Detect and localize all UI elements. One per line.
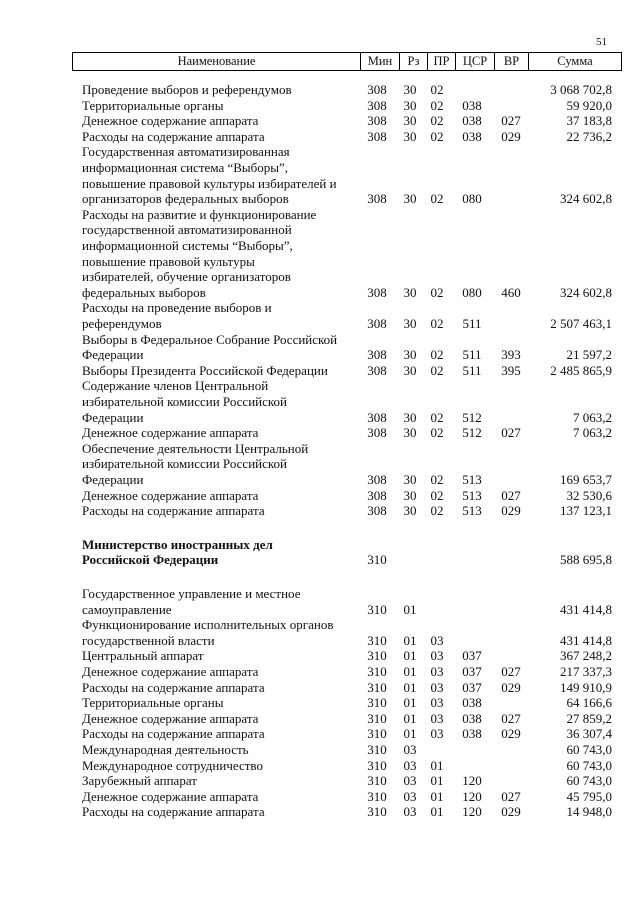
cell-csr: 511	[462, 362, 482, 378]
header-csr: ЦСР	[456, 53, 495, 70]
row-name-line: Зарубежный аппарат	[82, 773, 197, 789]
cell-rz: 30	[403, 471, 417, 487]
row-name-line: государственной автоматизированной	[82, 222, 292, 238]
cell-csr: 120	[462, 773, 482, 789]
row-name-line: Проведение выборов и референдумов	[82, 82, 292, 97]
row-name	[82, 726, 352, 742]
cell-csr: 037	[462, 679, 482, 695]
row-name	[82, 773, 352, 789]
cell-rz: 30	[403, 82, 417, 97]
cell-sum: 59 920,0	[566, 97, 612, 113]
cell-sum: 2 507 463,1	[550, 315, 612, 331]
cell-sum: 21 597,2	[566, 347, 612, 363]
cell-vr: 029	[501, 726, 521, 742]
cell-pr: 02	[430, 471, 444, 487]
row-name-line: Расходы на развитие и функционирование	[82, 206, 317, 222]
table-row	[0, 758, 640, 774]
header-rz: Рз	[400, 53, 428, 70]
cell-pr: 02	[430, 128, 444, 144]
row-name-line: Денежное содержание аппарата	[82, 487, 259, 503]
cell-min: 308	[367, 128, 387, 144]
table-row	[0, 726, 640, 742]
cell-min: 308	[367, 471, 387, 487]
table-row	[0, 144, 640, 206]
row-name-line: Государственное управление и местное	[82, 586, 301, 601]
cell-min: 310	[367, 742, 387, 757]
cell-sum: 60 743,0	[566, 757, 612, 773]
cell-vr: 029	[501, 804, 521, 820]
cell-sum: 60 743,0	[566, 742, 612, 757]
cell-rz: 01	[403, 726, 417, 742]
table-row	[0, 664, 640, 680]
cell-rz: 01	[403, 601, 417, 617]
row-name-line: референдумов	[82, 315, 162, 331]
row-name-line: самоуправление	[82, 601, 172, 617]
table-row	[0, 617, 640, 648]
cell-sum: 7 063,2	[573, 409, 612, 425]
cell-csr: 037	[462, 648, 482, 664]
cell-rz: 03	[403, 804, 417, 820]
cell-min: 310	[367, 695, 387, 711]
row-name-line: Расходы на содержание аппарата	[82, 679, 265, 695]
row-name	[82, 711, 352, 727]
cell-sum: 22 736,2	[566, 128, 612, 144]
cell-sum: 431 414,8	[560, 601, 612, 617]
table-row	[0, 129, 640, 145]
cell-csr: 080	[462, 284, 482, 300]
cell-min: 308	[367, 284, 387, 300]
cell-sum: 588 695,8	[560, 552, 612, 568]
row-name	[82, 425, 352, 441]
cell-pr: 02	[430, 82, 444, 97]
cell-pr: 03	[430, 695, 444, 711]
cell-pr: 01	[430, 804, 444, 820]
cell-sum: 431 414,8	[560, 632, 612, 648]
cell-min: 310	[367, 648, 387, 664]
cell-pr: 02	[430, 284, 444, 300]
row-name-line: Функционирование исполнительных органов	[82, 617, 334, 633]
row-name	[82, 98, 352, 114]
row-name-line: Расходы на содержание аппарата	[82, 503, 265, 519]
row-name-line: избирателей, обучение организаторов	[82, 269, 291, 285]
table-row	[0, 425, 640, 441]
row-name	[82, 617, 352, 648]
cell-pr: 02	[430, 362, 444, 378]
row-name-line: Выборы в Федеральное Собрание Российской	[82, 331, 338, 347]
cell-sum: 137 123,1	[560, 503, 612, 519]
cell-min: 310	[367, 679, 387, 695]
cell-sum: 324 602,8	[560, 284, 612, 300]
cell-sum: 169 653,7	[560, 471, 612, 487]
cell-csr: 513	[462, 487, 482, 503]
cell-min: 310	[367, 788, 387, 804]
cell-csr: 038	[462, 97, 482, 113]
row-name	[82, 129, 352, 145]
table-row	[0, 207, 640, 301]
cell-sum: 36 307,4	[566, 726, 612, 742]
table-row	[0, 82, 640, 98]
cell-rz: 30	[403, 191, 417, 207]
row-name-line: Центральный аппарат	[82, 648, 204, 664]
cell-rz: 03	[403, 757, 417, 773]
row-name	[82, 82, 352, 98]
cell-rz: 01	[403, 632, 417, 648]
cell-sum: 37 183,8	[566, 113, 612, 129]
cell-csr: 038	[462, 128, 482, 144]
row-name	[82, 680, 352, 696]
cell-min: 310	[367, 726, 387, 742]
cell-min: 310	[367, 664, 387, 679]
cell-min: 308	[367, 425, 387, 441]
cell-min: 308	[367, 97, 387, 113]
cell-csr: 511	[462, 347, 482, 363]
cell-pr: 02	[430, 347, 444, 363]
cell-vr: 029	[501, 679, 521, 695]
cell-rz: 03	[403, 788, 417, 804]
cell-min: 310	[367, 632, 387, 648]
row-name-line: Российской Федерации	[82, 552, 219, 568]
page-number: 51	[596, 36, 607, 48]
cell-min: 310	[367, 773, 387, 789]
row-name	[82, 537, 352, 568]
row-name-line: Расходы на содержание аппарата	[82, 804, 265, 820]
cell-sum: 149 910,9	[560, 679, 612, 695]
row-name-line: Выборы Президента Российской Федерации	[82, 362, 328, 378]
table-row	[0, 680, 640, 696]
header-min: Мин	[361, 53, 400, 70]
row-name	[82, 378, 352, 425]
cell-vr: 029	[501, 503, 521, 519]
row-name-line: избирательной комиссии Российской	[82, 393, 287, 409]
cell-csr: 513	[462, 503, 482, 519]
cell-sum: 45 795,0	[566, 788, 612, 804]
cell-csr: 038	[462, 710, 482, 726]
row-name	[82, 144, 352, 206]
row-name-line: Территориальные органы	[82, 695, 224, 711]
cell-vr: 029	[501, 128, 521, 144]
cell-vr: 027	[501, 710, 521, 726]
row-name	[82, 441, 352, 488]
cell-rz: 30	[403, 113, 417, 129]
cell-rz: 01	[403, 648, 417, 664]
cell-min: 308	[367, 503, 387, 519]
cell-min: 308	[367, 487, 387, 503]
row-name-line: Государственная автоматизированная	[82, 144, 290, 160]
cell-rz: 30	[403, 487, 417, 503]
cell-csr: 120	[462, 804, 482, 820]
cell-sum: 27 859,2	[566, 710, 612, 726]
cell-pr: 03	[430, 679, 444, 695]
row-name-line: Расходы на содержание аппарата	[82, 128, 265, 144]
cell-rz: 01	[403, 695, 417, 711]
cell-csr: 080	[462, 191, 482, 207]
cell-csr: 512	[462, 409, 482, 425]
row-name-line: Денежное содержание аппарата	[82, 664, 259, 679]
cell-pr: 02	[430, 113, 444, 129]
cell-csr: 513	[462, 471, 482, 487]
cell-csr: 038	[462, 113, 482, 129]
row-name	[82, 300, 352, 331]
cell-min: 310	[367, 757, 387, 773]
row-name	[82, 363, 352, 379]
row-name	[82, 503, 352, 519]
cell-rz: 30	[403, 347, 417, 363]
row-name-line: Расходы на проведение выборов и	[82, 300, 272, 316]
cell-pr: 02	[430, 97, 444, 113]
row-name	[82, 789, 352, 805]
row-name	[82, 207, 352, 301]
row-name-line: Денежное содержание аппарата	[82, 788, 259, 804]
cell-vr: 027	[501, 113, 521, 129]
cell-vr: 395	[501, 362, 521, 378]
cell-min: 308	[367, 362, 387, 378]
cell-sum: 32 530,6	[566, 487, 612, 503]
cell-vr: 027	[501, 788, 521, 804]
header-pr: ПР	[428, 53, 456, 70]
cell-pr: 02	[430, 409, 444, 425]
table-header	[72, 52, 622, 71]
cell-pr: 03	[430, 726, 444, 742]
row-name	[82, 332, 352, 363]
cell-min: 308	[367, 191, 387, 207]
cell-sum: 64 166,6	[566, 695, 612, 711]
cell-vr: 027	[501, 664, 521, 679]
row-name	[82, 742, 352, 758]
cell-pr: 02	[430, 315, 444, 331]
cell-vr: 027	[501, 487, 521, 503]
row-name-line: Денежное содержание аппарата	[82, 710, 259, 726]
row-name-line: Денежное содержание аппарата	[82, 113, 259, 129]
row-name	[82, 695, 352, 711]
cell-rz: 30	[403, 362, 417, 378]
row-name	[82, 804, 352, 820]
cell-pr: 01	[430, 757, 444, 773]
cell-min: 308	[367, 82, 387, 97]
row-name-line: государственной власти	[82, 632, 215, 648]
cell-rz: 30	[403, 409, 417, 425]
header-vr: ВР	[495, 53, 529, 70]
table-row	[0, 503, 640, 519]
cell-rz: 01	[403, 710, 417, 726]
cell-min: 308	[367, 347, 387, 363]
cell-rz: 30	[403, 128, 417, 144]
cell-pr: 03	[430, 648, 444, 664]
cell-vr: 027	[501, 425, 521, 441]
row-name	[82, 758, 352, 774]
table-row	[0, 789, 640, 805]
row-name	[82, 648, 352, 664]
table-row	[0, 804, 640, 820]
cell-vr: 460	[501, 284, 521, 300]
row-name-line: Международное сотрудничество	[82, 757, 263, 773]
cell-sum: 2 485 865,9	[550, 362, 612, 378]
cell-rz: 30	[403, 425, 417, 441]
row-name-line: Международная деятельность	[82, 742, 249, 757]
row-name-line: Федерации	[82, 409, 144, 425]
table-row	[0, 773, 640, 789]
row-name-line: Федерации	[82, 347, 144, 363]
table-row	[0, 113, 640, 129]
cell-csr: 511	[462, 315, 482, 331]
cell-csr: 038	[462, 695, 482, 711]
cell-rz: 01	[403, 679, 417, 695]
cell-csr: 037	[462, 664, 482, 679]
row-name	[82, 113, 352, 129]
cell-min: 308	[367, 113, 387, 129]
table-row	[0, 648, 640, 664]
row-name-line: Федерации	[82, 471, 144, 487]
table-row	[0, 695, 640, 711]
cell-rz: 30	[403, 315, 417, 331]
cell-csr: 038	[462, 726, 482, 742]
cell-pr: 01	[430, 788, 444, 804]
cell-pr: 02	[430, 191, 444, 207]
row-name-line: информационной системы “Выборы”,	[82, 237, 293, 253]
table-row	[0, 711, 640, 727]
table-row	[0, 537, 640, 568]
cell-min: 308	[367, 409, 387, 425]
table-row	[0, 441, 640, 488]
cell-sum: 367 248,2	[560, 648, 612, 664]
cell-rz: 03	[403, 773, 417, 789]
row-name-line: Министерство иностранных дел	[82, 536, 273, 552]
row-name	[82, 488, 352, 504]
cell-pr: 03	[430, 710, 444, 726]
cell-vr: 393	[501, 347, 521, 363]
table-row	[0, 488, 640, 504]
cell-pr: 02	[430, 487, 444, 503]
table-row	[0, 378, 640, 425]
cell-pr: 03	[430, 632, 444, 648]
table-row	[0, 742, 640, 758]
table-row	[0, 586, 640, 617]
cell-min: 310	[367, 710, 387, 726]
cell-csr: 120	[462, 788, 482, 804]
row-name-line: федеральных выборов	[82, 284, 206, 300]
row-name-line: информационная система “Выборы”,	[82, 159, 289, 175]
table-row	[0, 300, 640, 331]
table-row	[0, 332, 640, 363]
row-name-line: Территориальные органы	[82, 97, 224, 113]
cell-csr: 512	[462, 425, 482, 441]
cell-sum: 217 337,3	[560, 664, 612, 679]
cell-rz: 30	[403, 503, 417, 519]
table-row	[0, 363, 640, 379]
cell-rz: 30	[403, 97, 417, 113]
cell-pr: 02	[430, 503, 444, 519]
cell-pr: 01	[430, 773, 444, 789]
row-name-line: повышение правовой культуры избирателей и	[82, 175, 337, 191]
cell-min: 308	[367, 315, 387, 331]
cell-rz: 03	[403, 742, 417, 757]
cell-sum: 60 743,0	[566, 773, 612, 789]
row-name-line: повышение правовой культуры	[82, 253, 255, 269]
header-name: Наименование	[73, 53, 361, 70]
cell-sum: 7 063,2	[573, 425, 612, 441]
table-row	[0, 98, 640, 114]
cell-sum: 14 948,0	[566, 804, 612, 820]
cell-min: 310	[367, 804, 387, 820]
cell-pr: 02	[430, 425, 444, 441]
header-sum: Сумма	[557, 54, 593, 68]
cell-pr: 03	[430, 664, 444, 679]
row-name-line: Расходы на содержание аппарата	[82, 726, 265, 742]
row-name	[82, 664, 352, 680]
cell-rz: 01	[403, 664, 417, 679]
row-name-line: Содержание членов Центральной	[82, 378, 269, 394]
cell-rz: 30	[403, 284, 417, 300]
row-name-line: Денежное содержание аппарата	[82, 425, 259, 441]
cell-sum: 3 068 702,8	[550, 82, 612, 97]
cell-min: 310	[367, 601, 387, 617]
cell-sum: 324 602,8	[560, 191, 612, 207]
row-name-line: Обеспечение деятельности Центральной	[82, 440, 309, 456]
row-name-line: избирательной комиссии Российской	[82, 456, 287, 472]
row-name	[82, 586, 352, 617]
row-name-line: организаторов федеральных выборов	[82, 191, 289, 207]
cell-min: 310	[367, 552, 387, 568]
